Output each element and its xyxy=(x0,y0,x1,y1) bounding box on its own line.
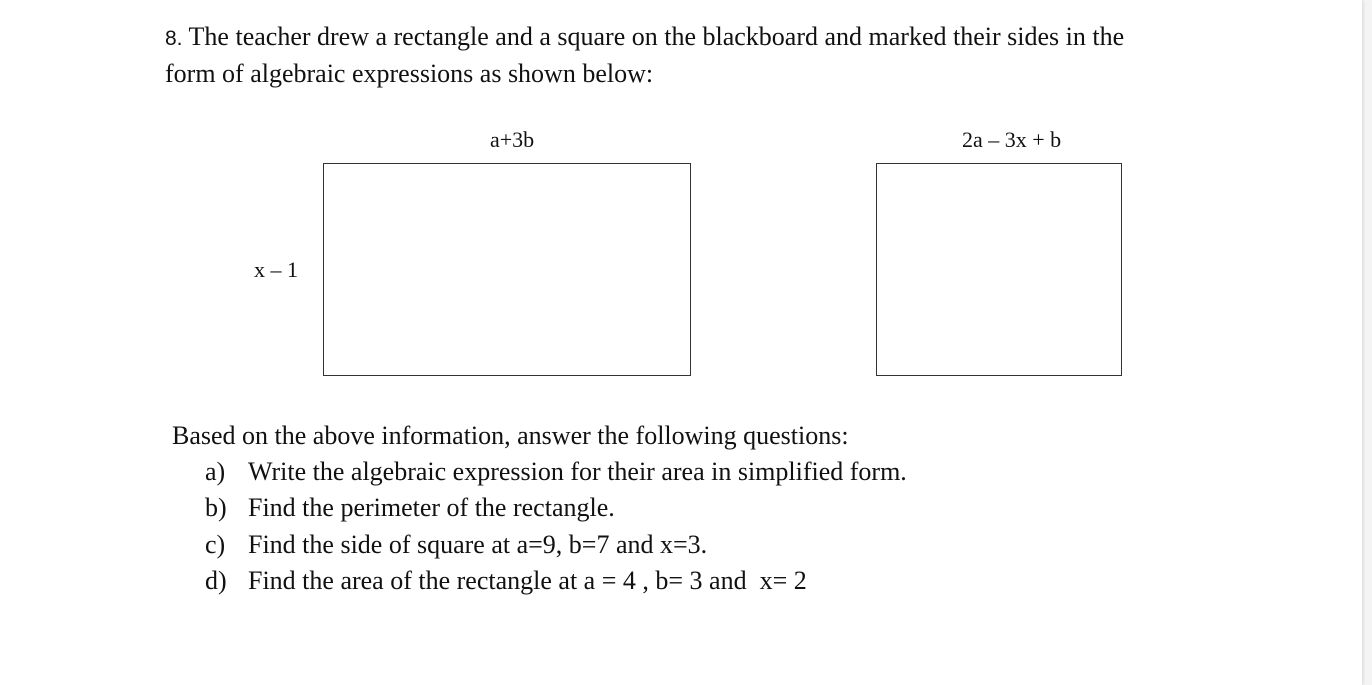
subquestion-a xyxy=(205,457,907,487)
subquestion-text: Find the side of square at a=9, b=7 and x=3. xyxy=(248,530,708,559)
subquestion-letter: a) xyxy=(205,457,226,486)
question-line-2: form of algebraic expressions as shown below: xyxy=(165,59,654,88)
square-figure xyxy=(876,163,1122,376)
rectangle-figure xyxy=(323,163,691,376)
subquestion-d xyxy=(205,566,807,596)
subquestion-b xyxy=(205,493,615,523)
question-number: 8. xyxy=(165,27,183,50)
subquestion-c xyxy=(205,530,707,560)
instructions-text: Based on the above information, answer the following questions: xyxy=(172,421,849,450)
question-line-1 xyxy=(165,22,1124,54)
square-side-label: 2a – 3x + b xyxy=(962,127,1062,152)
rectangle-width-label: x – 1 xyxy=(254,257,298,282)
subquestion-text: Find the area of the rectangle at a = 4 , b= 3 and x= 2 xyxy=(248,566,807,595)
subquestion-letter: c) xyxy=(205,530,226,559)
subquestion-text: Find the perimeter of the rectangle. xyxy=(248,493,615,522)
subquestion-text: Write the algebraic expression for their area in simplified form. xyxy=(248,457,907,486)
subquestion-letter: b) xyxy=(205,493,227,522)
subquestion-letter: d) xyxy=(205,566,227,595)
question-text-1: The teacher drew a rectangle and a square on the blackboard and marked their sides in the xyxy=(188,22,1125,51)
rectangle-length-label: a+3b xyxy=(490,127,535,152)
